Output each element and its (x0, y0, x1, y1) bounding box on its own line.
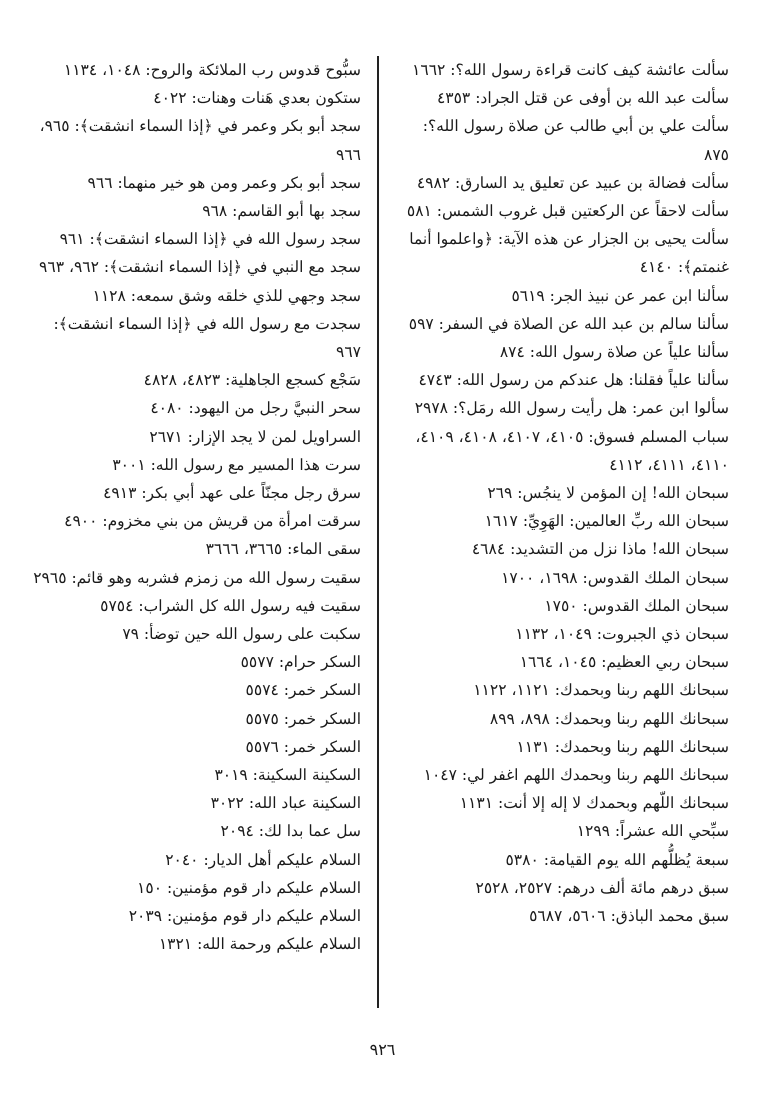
index-entry: سبحان ربي العظيم: ١٠٤٥، ١٦٦٤ (519, 653, 729, 672)
index-entry: السلام عليكم دار قوم مؤمنين: ٢٠٣٩ (128, 907, 361, 926)
index-entry: السكر خمر: ٥٥٧٥ (245, 709, 361, 728)
index-entry: سجد أبو بكر وعمر في ﴿إذا السماء انشقت﴾: ٩٦٥، ٩٦٦ (39, 117, 361, 164)
page-number: ٩٢٦ (369, 1040, 396, 1059)
index-entry: سجد وجهي للذي خلقه وشق سمعه: ١١٢٨ (92, 286, 361, 305)
index-entry: سألت علي بن أبي طالب عن صلاة رسول الله؟: ٨٧٥ (422, 117, 729, 164)
index-entry: السكينة عباد الله: ٣٠٢٢ (210, 794, 361, 813)
index-entry: سجدت مع رسول الله في ﴿إذا السماء انشقت﴾: ٩٦٧ (53, 314, 361, 362)
index-entry: سبحانك اللّهم وبحمدك لا إله إلا أنت: ١١٣١ (459, 794, 729, 813)
index-entry: سقى الماء: ٣٦٦٥، ٣٦٦٦ (205, 540, 361, 559)
index-entry: سبحانك اللهم ربنا وبحمدك: ٨٩٨، ٨٩٩ (489, 709, 729, 728)
index-column-right (399, 56, 729, 930)
index-entry: سل عما بدا لك: ٢٠٩٤ (220, 822, 361, 841)
index-entry: سحر النبيَّ رجل من اليهود: ٤٠٨٠ (150, 399, 361, 418)
index-entry: سألت يحيى بن الجزار عن هذه الآية: ﴿واعلموا أنما غنمتم﴾: ٤١٤٠ (409, 230, 729, 277)
index-entry: سبُّوح قدوس رب الملائكة والروح: ١٠٤٨، ١١٣٤ (63, 61, 361, 79)
index-entry: سبحان ذي الجبروت: ١٠٤٩، ١١٣٢ (515, 625, 729, 644)
index-entry: سرق رجل مجنّاً على عهد أبي بكر: ٤٩١٣ (103, 484, 361, 503)
index-entry: سجد رسول الله في ﴿إذا السماء انشقت﴾: ٩٦١ (59, 230, 361, 249)
index-entry: سبحان الله! إن المؤمن لا ينجُس: ٢٦٩ (487, 484, 729, 503)
index-entry: سألت فضالة بن عبيد عن تعليق يد السارق: ٤٩٨٢ (416, 173, 729, 192)
index-entry: سرت هذا المسير مع رسول الله: ٣٠٠١ (112, 455, 361, 474)
index-entry: السكينة السكينة: ٣٠١٩ (214, 766, 361, 785)
index-entry: سكبت على رسول الله حين توضأ: ٧٩ (122, 625, 361, 644)
index-entry: السراويل لمن لا يجد الإزار: ٢٦٧١ (149, 427, 361, 446)
index-entry: سألنا علياً فقلنا: هل عندكم من رسول الله: ٤٧٤٣ (418, 371, 729, 390)
index-entry: سبعة يُظلُّهم الله يوم القيامة: ٥٣٨٠ (505, 850, 729, 869)
index-entry: سجد أبو بكر وعمر ومن هو خير منهما: ٩٦٦ (87, 173, 361, 192)
index-entry: سبحان الله ربِّ العالمين: الهَوِيِّ: ١٦١٧ (484, 512, 729, 531)
index-entry: السكر حرام: ٥٥٧٧ (240, 653, 361, 672)
index-entry: السلام عليكم ورحمة الله: ١٣٢١ (158, 935, 361, 954)
index-entry: سألنا سالم بن عبد الله عن الصلاة في السفر: ٥٩٧ (408, 314, 729, 333)
index-entry: سجد مع النبي في ﴿إذا السماء انشقت﴾: ٩٦٢، ٩٦٣ (39, 258, 361, 277)
index-entry: ستكون بعدي هَنات وهنات: ٤٠٢٢ (153, 89, 361, 108)
index-entry: سبحان الملك القدوس: ١٦٩٨، ١٧٠٠ (501, 568, 729, 587)
index-entry: سألت لاحقاً عن الركعتين قبل غروب الشمس: ٥٨١ (406, 202, 729, 221)
index-entry: سبِّحي الله عشراً: ١٢٩٩ (576, 822, 729, 841)
index-column-left (25, 56, 361, 959)
index-entry: السكر خمر: ٥٥٧٦ (245, 737, 361, 756)
column-divider (377, 56, 379, 1008)
index-entry: سباب المسلم فسوق: ٤١٠٥، ٤١٠٧، ٤١٠٨، ٤١٠٩، ٤١١٠، ٤١١١، ٤١١٢ (415, 427, 729, 474)
index-entry: سألت عائشة كيف كانت قراءة رسول الله؟: ١٦٦٢ (412, 61, 729, 79)
index-entry: سبحان الله! ماذا نزل من التشديد: ٤٦٨٤ (471, 540, 729, 559)
index-entry: سرقت امرأة من قريش من بني مخزوم: ٤٩٠٠ (64, 512, 361, 531)
index-entry: سبحان الملك القدوس: ١٧٥٠ (544, 596, 729, 615)
index-entry: السكر خمر: ٥٥٧٤ (245, 681, 361, 700)
index-entry: سألوا ابن عمر: هل رأيت رسول الله رمَل؟: ٢٩٧٨ (414, 399, 729, 418)
index-entry: سألت عبد الله بن أوفى عن قتل الجراد: ٤٣٥٣ (436, 89, 729, 108)
index-entry: سبحانك اللهم ربنا وبحمدك اللهم اغفر لي: ١٠٤٧ (423, 766, 729, 785)
index-entry: سَجْع كسجع الجاهلية: ٤٨٢٣، ٤٨٢٨ (143, 371, 361, 390)
index-entry: سقيت رسول الله من زمزم فشربه وهو قائم: ٢٩٦٥ (33, 568, 361, 587)
index-entry: سجد بها أبو القاسم: ٩٦٨ (202, 202, 361, 221)
index-entry: سبق محمد الباذق: ٥٦٠٦، ٥٦٨٧ (529, 907, 729, 926)
index-entry: سألنا علياً عن صلاة رسول الله: ٨٧٤ (499, 343, 729, 362)
index-entry: السلام عليكم أهل الديار: ٢٠٤٠ (165, 850, 361, 869)
index-entry: سقيت فيه رسول الله كل الشراب: ٥٧٥٤ (100, 596, 361, 615)
index-entry: سبحانك اللهم ربنا وبحمدك: ١١٢١، ١١٢٢ (473, 681, 729, 700)
index-entry: السلام عليكم دار قوم مؤمنين: ١٥٠ (137, 878, 361, 897)
index-entry: سبق درهم مائة ألف درهم: ٢٥٢٧، ٢٥٢٨ (475, 878, 729, 897)
index-entry: سألنا ابن عمر عن نبيذ الجر: ٥٦١٩ (511, 286, 729, 305)
index-entry: سبحانك اللهم ربنا وبحمدك: ١١٣١ (516, 737, 729, 756)
